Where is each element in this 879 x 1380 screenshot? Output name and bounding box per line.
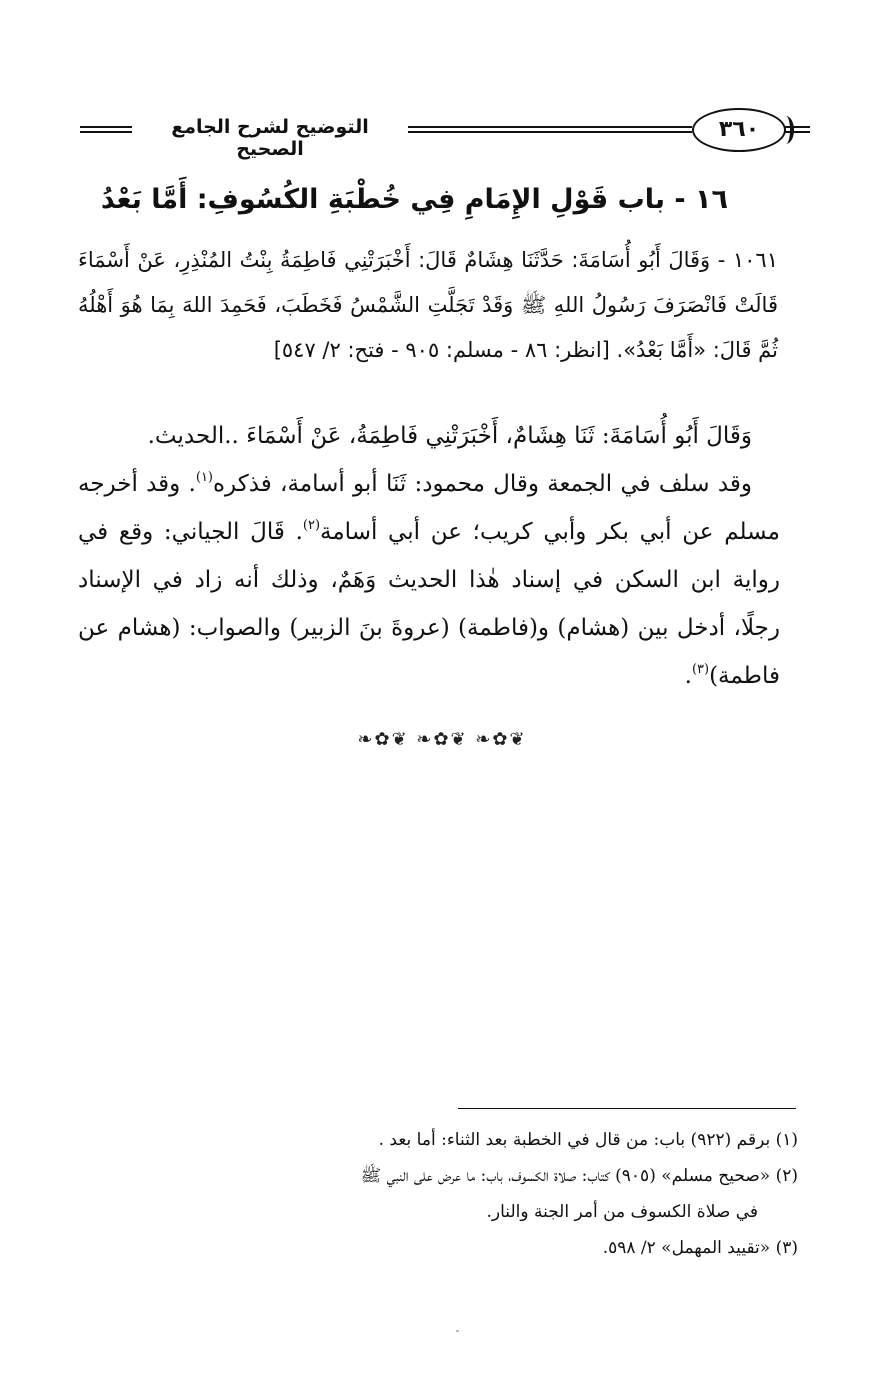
commentary-paragraph (78, 460, 780, 700)
commentary-text: . قَالَ الجياني: وقع في رواية ابن السكن في إسناد هٰذا الحديث وَهَمٌ، وذلك أنه زاد في الإسناد رجلًا، أدخل بين (هشام) و(فاطمة) (عروةَ بنَ الزبير) والصواب: (هشام عن فاطمة) (78, 519, 780, 689)
footnote-1: (١) برقم (٩٢٢) باب: من قال في الخطبة بعد الثناء: أما بعد . (378, 1130, 798, 1150)
footnote-marker[interactable]: (١) (195, 470, 213, 485)
commentary-text: . (684, 663, 692, 689)
header-rule (784, 126, 810, 133)
footnote-marker[interactable]: (٣) (691, 662, 710, 677)
section-ornament: ❧✿❦ ❧✿❦ ❧✿❦ (357, 729, 527, 750)
commentary-paragraph: وَقَالَ أَبُو أُسَامَةَ: ثَنَا هِشَامٌ، أَخْبَرَتْنِي فَاطِمَةُ، عَنْ أَسْمَاءَ ..الحديث. (147, 423, 752, 449)
commentary-text: وقد سلف في الجمعة وقال محمود: ثَنَا أبو أسامة، فذكره (213, 471, 752, 497)
scan-speck (456, 1330, 459, 1332)
page-number: ٣٦٠ (692, 108, 786, 152)
commentary-text: . وقد أخرجه مسلم عن أبي بكر وأبي كريب؛ عن أبي أسامة (78, 471, 780, 545)
header-rule (408, 126, 692, 133)
footnote-separator (458, 1108, 796, 1109)
footnotes (78, 1122, 798, 1266)
footnote-2-continuation: في صلاة الكسوف من أمر الجنة والنار. (486, 1202, 758, 1222)
book-title: التوضيح لشرح الجامع الصحيح (171, 116, 369, 160)
footnote-2: (٢) «صحيح مسلم» (٩٠٥) كتاب: صلاة الكسوف، باب: ما عرض على النبي ﷺ (360, 1166, 798, 1186)
hadith-text: ١٠٦١ - وَقَالَ أَبُو أُسَامَةَ: حَدَّثَنَا هِشَامٌ قَالَ: أَخْبَرَتْنِي فَاطِمَةُ بِنْتُ المُنْذِرِ، عَنْ أَسْمَاءَ قَالَتْ فَانْصَرَفَ رَسُولُ اللهِ ﷺ وَقَدْ تَجَلَّتِ الشَّمْسُ فَخَطَبَ، فَحَمِدَ اللهَ بِمَا هُوَ أَهْلُهُ ثُمَّ قَالَ: «أَمَّا بَعْدُ». [انظر: ٨٦ - مسلم: ٩٠٥ - فتح: ٢/ ٥٤٧] (78, 248, 778, 362)
chapter-title: ١٦ - باب قَوْلِ الإِمَامِ فِي خُطْبَةِ الكُسُوفِ: أَمَّا بَعْدُ (100, 184, 728, 215)
footnote-marker[interactable]: (٢) (302, 518, 321, 533)
running-header (78, 100, 810, 160)
header-rule (80, 126, 132, 133)
commentary (78, 412, 780, 700)
footnote-3: (٣) «تقييد المهمل» ٢/ ٥٩٨. (602, 1238, 798, 1258)
